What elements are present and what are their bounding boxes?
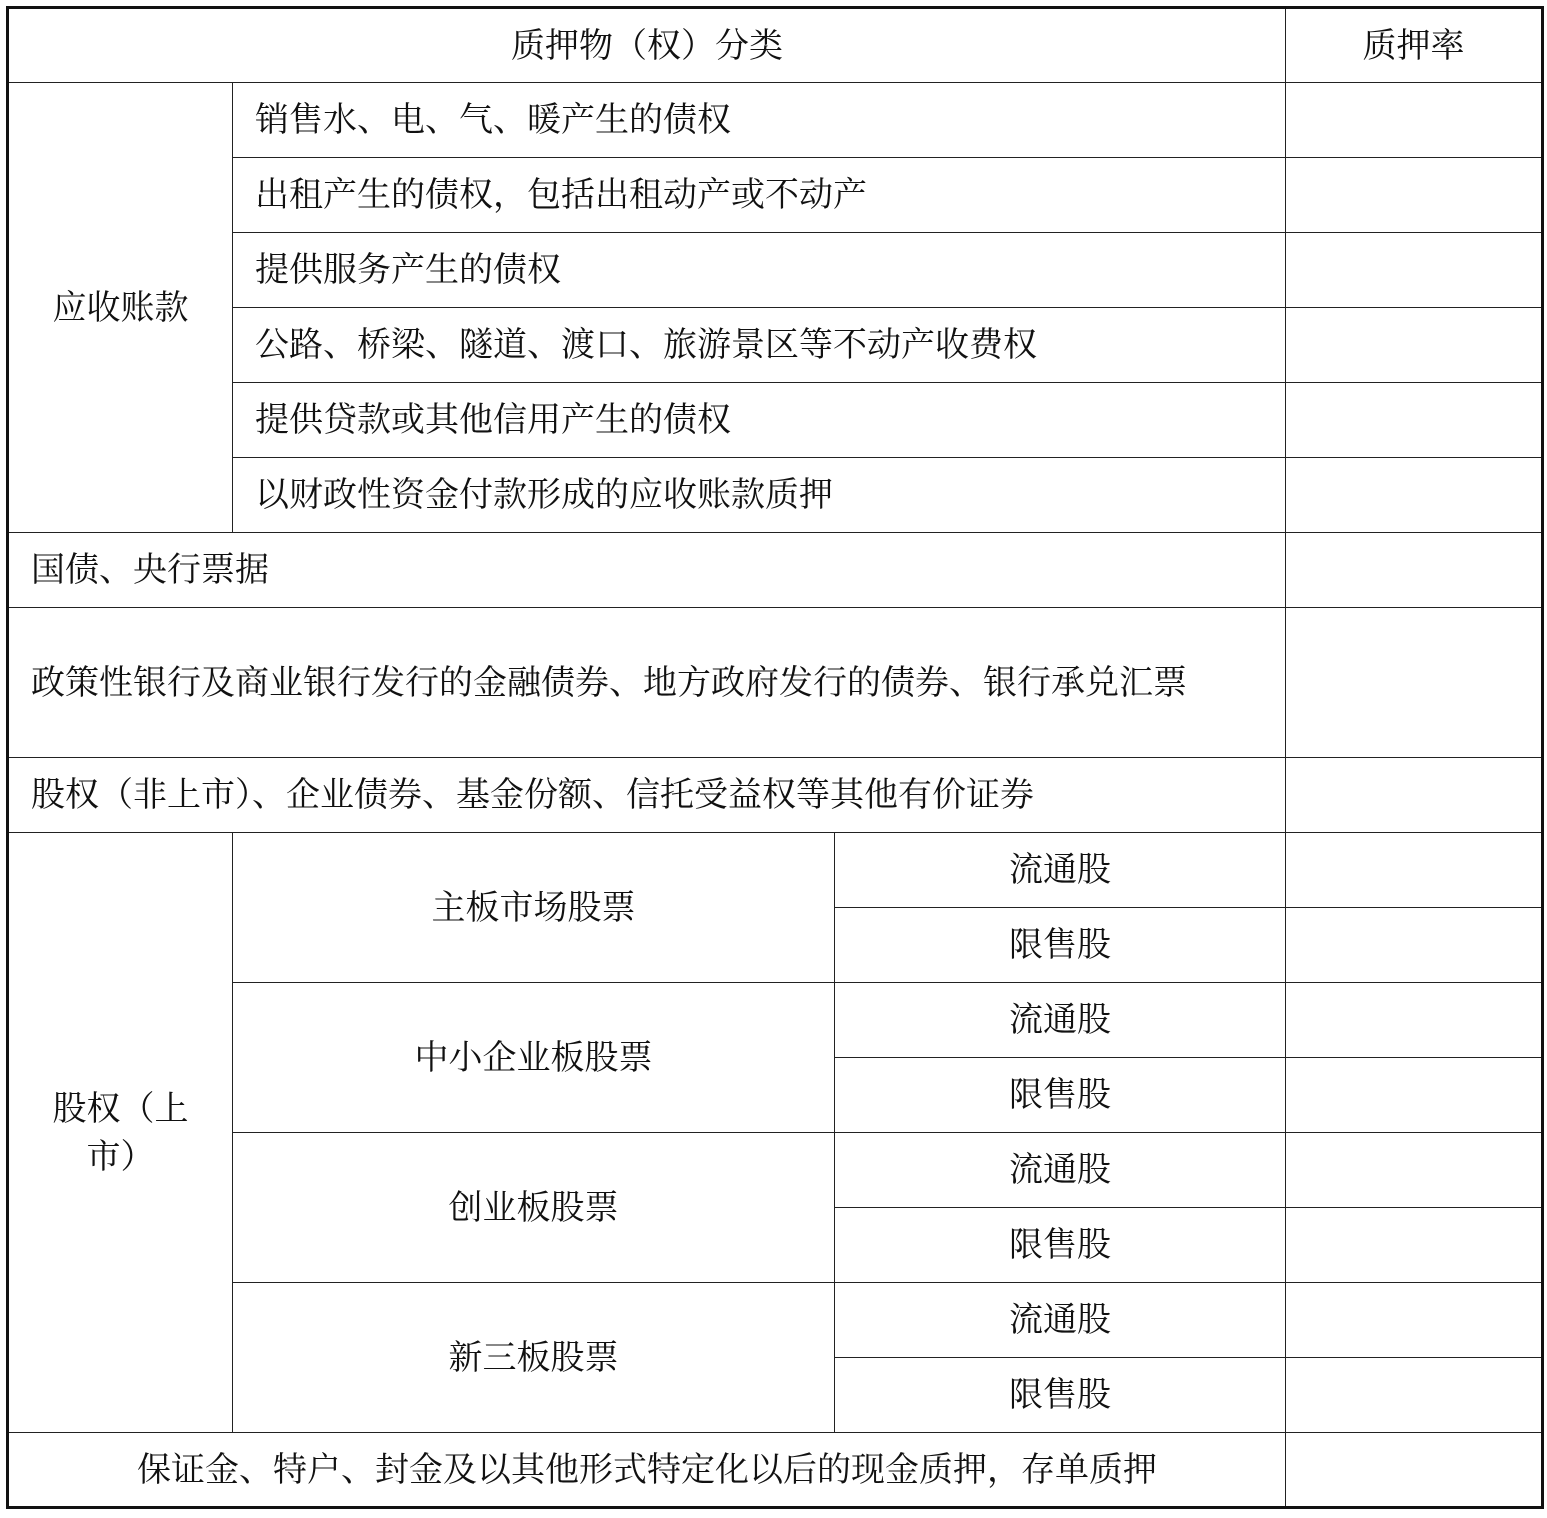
rate-cell[interactable]	[1286, 1358, 1543, 1433]
rate-cell[interactable]	[1286, 983, 1543, 1058]
rate-cell[interactable]	[1286, 1208, 1543, 1283]
listed-equity-label: 股权（上市）	[8, 833, 233, 1433]
rate-cell[interactable]	[1286, 1133, 1543, 1208]
board-name: 新三板股票	[233, 1283, 835, 1433]
rate-cell[interactable]	[1286, 383, 1543, 458]
share-type: 流通股	[835, 1283, 1286, 1358]
table-row	[8, 1283, 1543, 1358]
table-row	[8, 758, 1543, 833]
receivables-item: 公路、桥梁、隧道、渡口、旅游景区等不动产收费权	[233, 308, 1286, 383]
rate-cell[interactable]	[1286, 308, 1543, 383]
table-row	[8, 983, 1543, 1058]
table-row	[8, 458, 1543, 533]
share-type: 限售股	[835, 1208, 1286, 1283]
rate-cell[interactable]	[1286, 608, 1543, 758]
table-row	[8, 83, 1543, 158]
rate-cell[interactable]	[1286, 1058, 1543, 1133]
single-row-label: 国债、央行票据	[8, 533, 1286, 608]
rate-cell[interactable]	[1286, 1433, 1543, 1508]
table-row	[8, 383, 1543, 458]
receivables-item: 提供贷款或其他信用产生的债权	[233, 383, 1286, 458]
share-type: 流通股	[835, 983, 1286, 1058]
rate-cell[interactable]	[1286, 233, 1543, 308]
table-row	[8, 158, 1543, 233]
table-row	[8, 1133, 1543, 1208]
receivables-item: 以财政性资金付款形成的应收账款质押	[233, 458, 1286, 533]
rate-cell[interactable]	[1286, 83, 1543, 158]
receivables-item: 提供服务产生的债权	[233, 233, 1286, 308]
header-row	[8, 8, 1543, 83]
rate-cell[interactable]	[1286, 1283, 1543, 1358]
header-rate: 质押率	[1286, 8, 1543, 83]
receivables-item: 销售水、电、气、暖产生的债权	[233, 83, 1286, 158]
pledge-rate-table	[6, 6, 1544, 1509]
receivables-item: 出租产生的债权，包括出租动产或不动产	[233, 158, 1286, 233]
single-row-label: 政策性银行及商业银行发行的金融债券、地方政府发行的债券、银行承兑汇票	[8, 608, 1286, 758]
header-category: 质押物（权）分类	[8, 8, 1286, 83]
receivables-label: 应收账款	[8, 83, 233, 533]
share-type: 流通股	[835, 1133, 1286, 1208]
table-row	[8, 233, 1543, 308]
board-name: 中小企业板股票	[233, 983, 835, 1133]
rate-cell[interactable]	[1286, 533, 1543, 608]
share-type: 限售股	[835, 1058, 1286, 1133]
table-row	[8, 608, 1543, 758]
last-row-label: 保证金、特户、封金及以其他形式特定化以后的现金质押，存单质押	[8, 1433, 1286, 1508]
board-name: 主板市场股票	[233, 833, 835, 983]
single-row-label: 股权（非上市）、企业债券、基金份额、信托受益权等其他有价证券	[8, 758, 1286, 833]
table-row	[8, 308, 1543, 383]
table-row	[8, 533, 1543, 608]
share-type: 限售股	[835, 908, 1286, 983]
board-name: 创业板股票	[233, 1133, 835, 1283]
rate-cell[interactable]	[1286, 833, 1543, 908]
rate-cell[interactable]	[1286, 758, 1543, 833]
share-type: 限售股	[835, 1358, 1286, 1433]
rate-cell[interactable]	[1286, 458, 1543, 533]
rate-cell[interactable]	[1286, 908, 1543, 983]
rate-cell[interactable]	[1286, 158, 1543, 233]
table-row	[8, 1433, 1543, 1508]
table-row	[8, 833, 1543, 908]
share-type: 流通股	[835, 833, 1286, 908]
